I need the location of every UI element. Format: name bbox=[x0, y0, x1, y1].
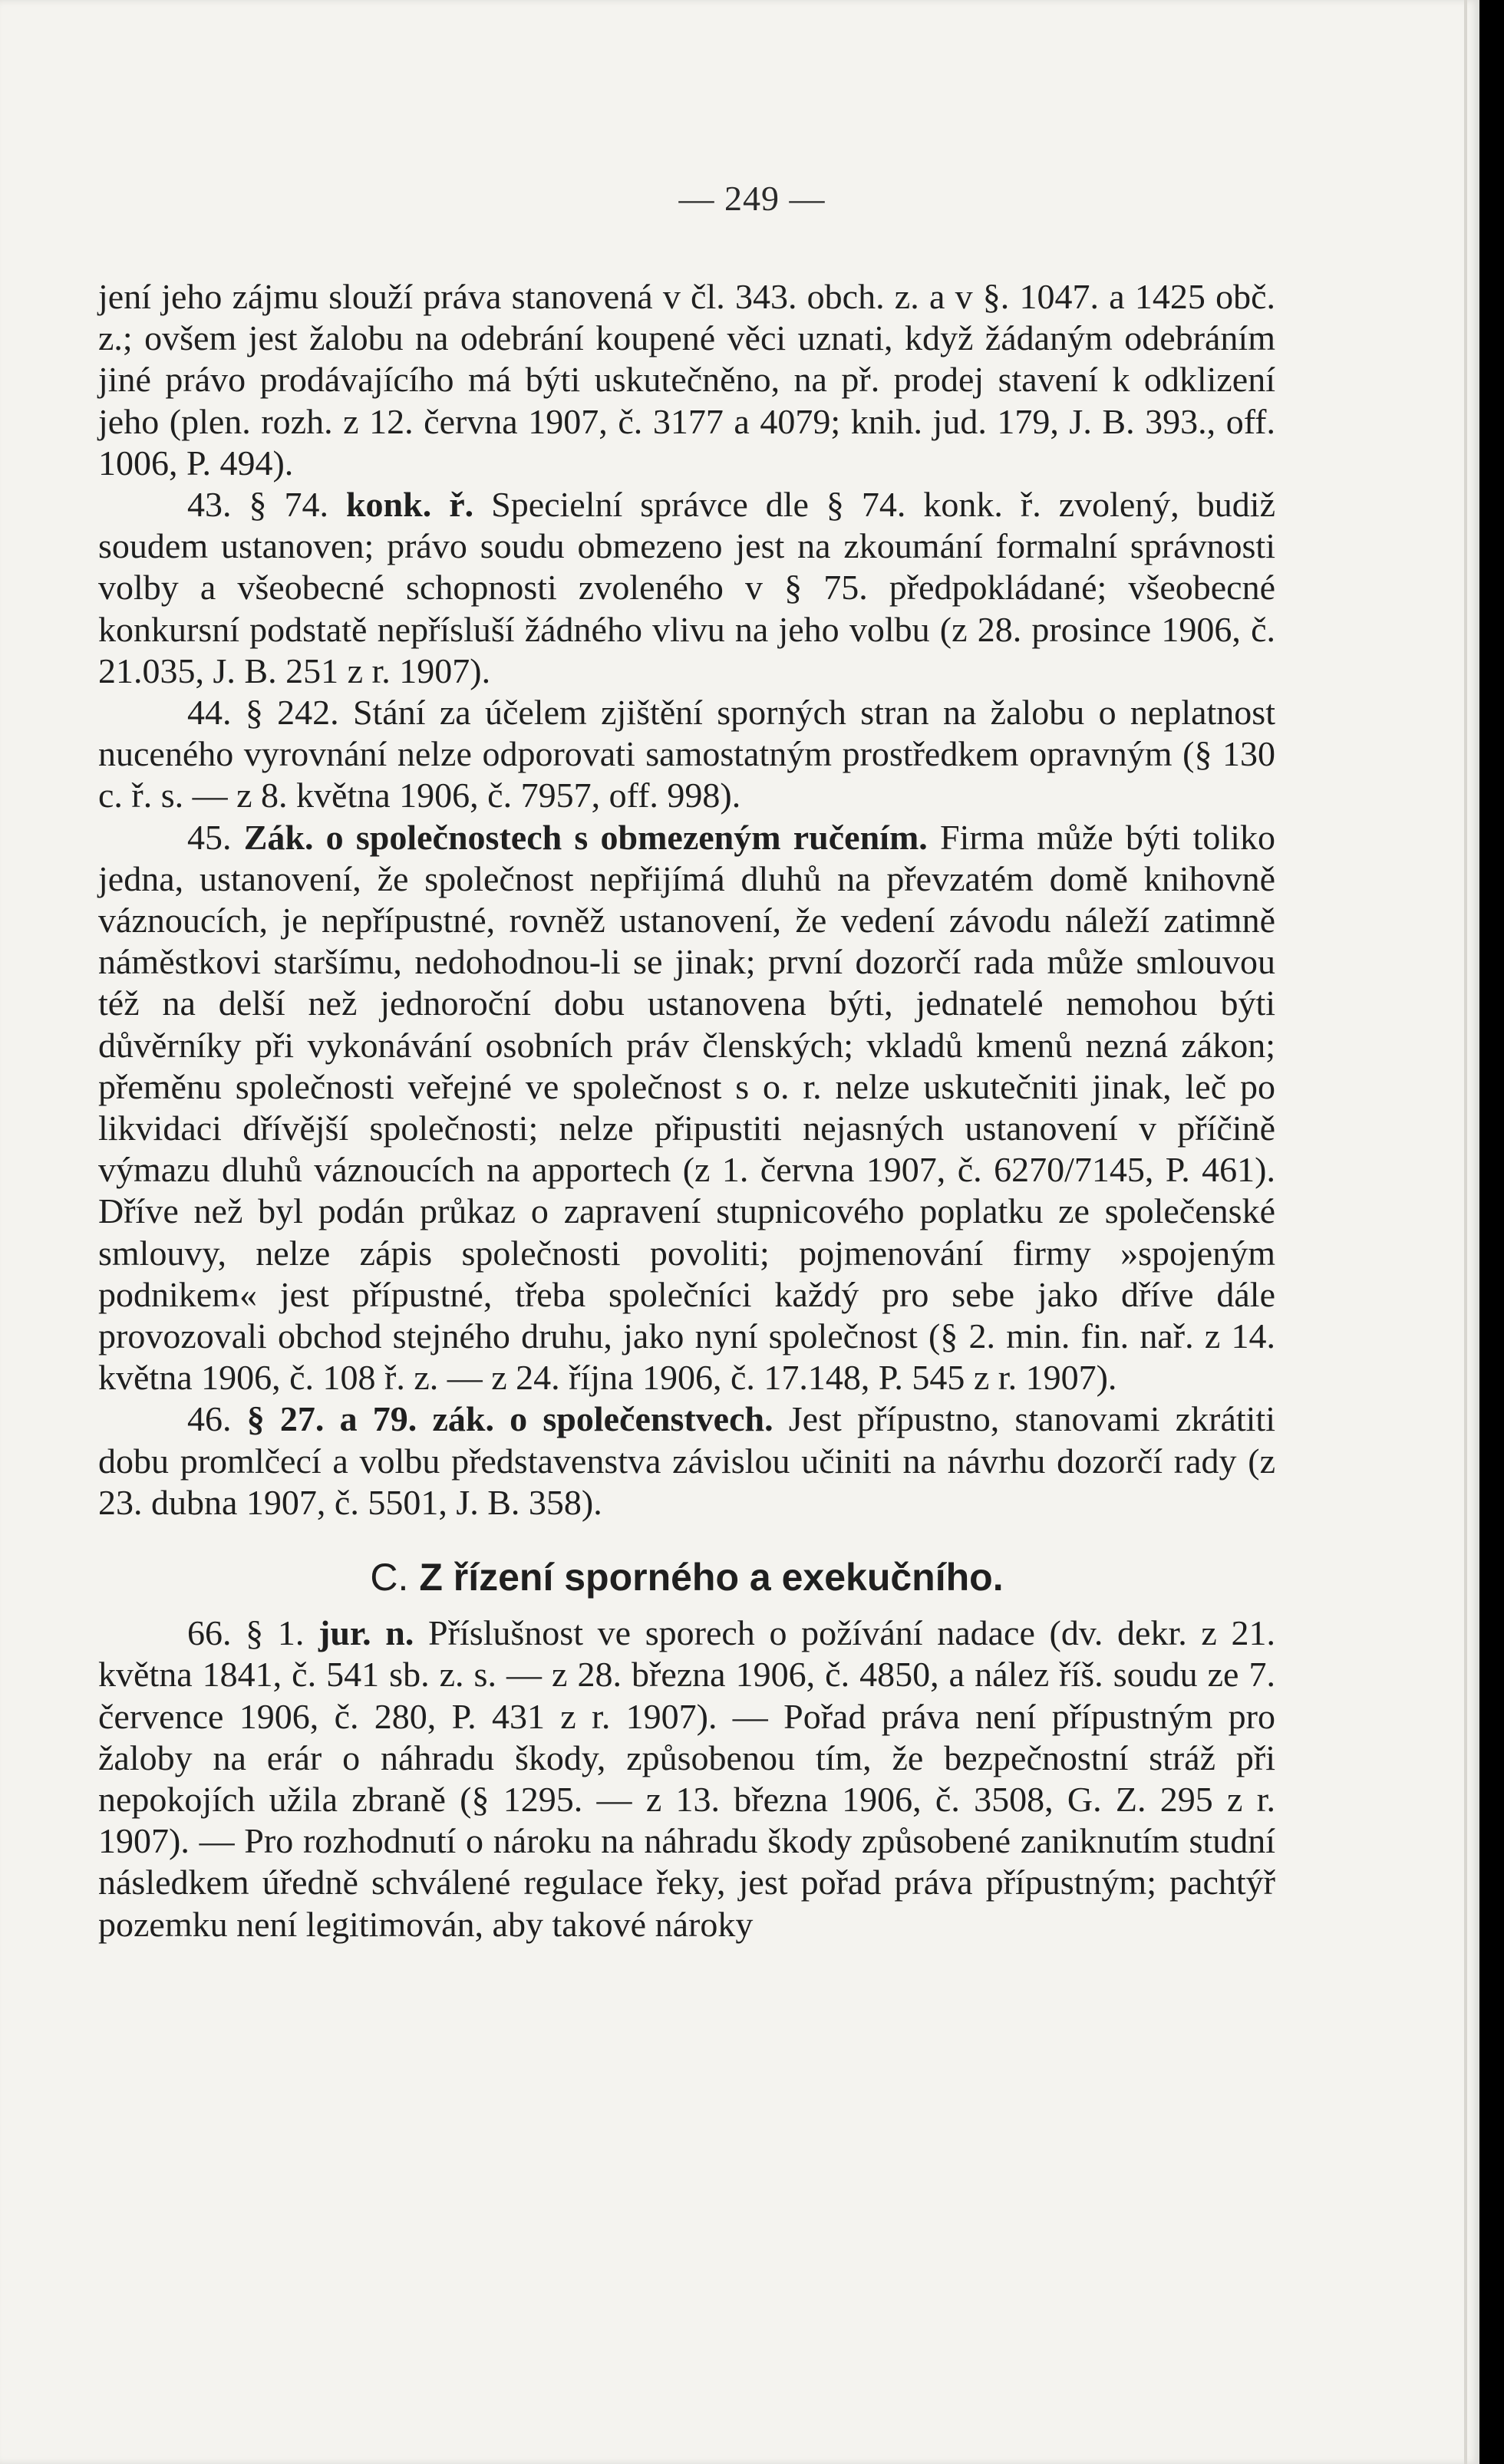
paragraph-43 bbox=[98, 484, 1275, 692]
paragraph-45 bbox=[98, 817, 1275, 1399]
paragraph-text: Specielní správce dle § 74. konk. ř. zvolený, budiž soudem ustanoven; právo soudu obmezeno jest na zkoumání formalní správnosti volby a všeobecné schopnosti zvoleného v § 75. předpokládané; všeobecné konkursní podstatě nepřísluší žádného vlivu na jeho volbu (z 28. prosince 1906, č. 21.035, J. B. 251 z r. 1907). bbox=[98, 485, 1275, 690]
paragraph-bold-title: jur. n. bbox=[318, 1613, 414, 1653]
paragraph-bold-title: Zák. o společnostech s obmezeným ručením. bbox=[243, 817, 928, 857]
paragraph-44 bbox=[98, 692, 1275, 817]
paragraph-text: Příslušnost ve sporech o požívání nadace (dv. dekr. z 21. května 1841, č. 541 sb. z. s. — z 28. března 1906, č. 4850, a nález říš. soudu ze 7. července 1906, č. 280, P. 431 z r. 1907). — Pořad práva není přípustným pro žaloby na erár o náhradu škody, způsobenou tím, že bezpečnostní stráž při nepokojích užila zbraně (§ 1295. — z 13. března 1906, č. 3508, G. Z. 295 z r. 1907). — Pro rozhodnutí o nároku na náhradu škody způsobené zaniknutím studní následkem úředně schválené regulace řeky, jest pořad práva přípustným; pachtýř pozemku není legitimován, aby takové nároky bbox=[98, 1613, 1275, 1944]
section-heading bbox=[98, 1553, 1275, 1602]
paragraph-continuation bbox=[98, 276, 1275, 484]
paragraph-text: 45. bbox=[187, 817, 244, 857]
paragraph-text: Firma může býti toliko jedna, ustanovení, že společnost nepřijímá dluhů na převzatém domě knihovně váznoucích, je nepřípustné, rovněž ustanovení, že vedení závodu náleží zatimně náměstkovi staršímu, nedohodnou-li se jinak; první dozorčí rada může smlouvou též na delší než jednoroční dobu ustanovena býti, jednatelé nemohou býti důvěrníky při vykonávání osobních práv členských; vkladů kmenů nezná zákon; přeměnu společnosti veřejné ve společnost s o. r. nelze uskutečniti jinak, leč po likvidaci dřívější společnosti; nelze připustiti nejasných ustanovení v příčině výmazu dluhů váznoucích na apportech (z 1. června 1907, č. 6270/7145, P. 461). Dříve než byl podán průkaz o zapravení stupnicového poplatku ze společenské smlouvy, nelze zápis společnosti povoliti; pojmenování firmy »spojeným podnikem« jest přípustné, třeba společníci každý pro sebe jako dříve dále provozovali obchod stejného druhu, jako nyní společnost (§ 2. min. fin. nař. z 14. května 1906, č. 108 ř. z. — z 24. října 1906, č. 17.148, P. 545 z r. 1907). bbox=[98, 817, 1275, 1398]
paragraph-text: jení jeho zájmu slouží práva stanovená v čl. 343. obch. z. a v §. 1047. a 1425 obč. z.; ovšem jest žalobu na odebrání koupené věci uznati, když žádaným odebráním jiné právo prodávajícího má býti uskutečněno, na př. prodej stavení k odklizení jeho (plen. rozh. z 12. června 1907, č. 3177 a 4079; knih. jud. 179, J. B. 393., off. 1006, P. 494). bbox=[98, 277, 1275, 483]
paragraph-bold-title: konk. ř. bbox=[345, 485, 474, 525]
paragraph-66 bbox=[98, 1612, 1275, 1945]
paragraph-text: 44. § 242. Stání za účelem zjištění sporných stran na žalobu o neplatnost nuceného vyrovnání nelze odporovati samostatným prostředkem opravným (§ 130 c. ř. s. — z 8. května 1906, č. 7957, off. 998). bbox=[98, 693, 1275, 815]
section-letter: C. bbox=[370, 1556, 409, 1599]
page-edge bbox=[1464, 0, 1467, 2464]
paragraph-text: Jest přípustno, stanovami zkrátiti dobu promlčecí a volbu představenstva závislou učiniti na návrhu dozorčí rady (z 23. dubna 1907, č. 5501, J. B. 358). bbox=[98, 1399, 1275, 1522]
paragraph-text: 43. § 74. bbox=[187, 485, 346, 525]
paragraph-text: 66. § 1. bbox=[187, 1613, 319, 1653]
paragraph-46 bbox=[98, 1398, 1275, 1524]
body-text bbox=[98, 276, 1275, 1945]
section-title: Z řízení sporného a exekučního. bbox=[419, 1556, 1004, 1599]
paragraph-text: 46. bbox=[187, 1399, 247, 1439]
paragraph-bold-title: § 27. a 79. zák. o společenstvech. bbox=[246, 1399, 773, 1439]
page-number: — 249 — bbox=[678, 179, 826, 218]
